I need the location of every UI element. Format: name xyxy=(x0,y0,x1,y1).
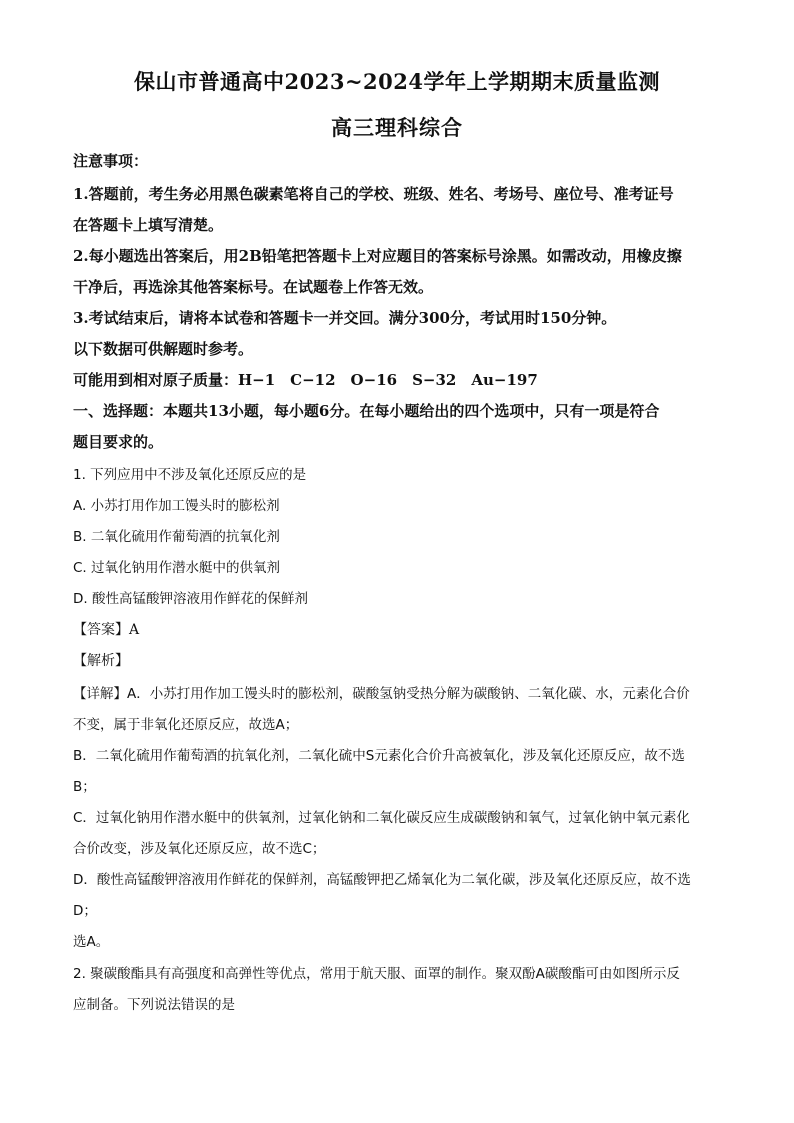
exam-title: 保山市普通高中2023~2024学年上学期期末质量监测 xyxy=(134,69,660,94)
data-note: 以下数据可供解题时参考。 xyxy=(73,340,254,358)
notice-item-2-line-2: 干净后，再选涂其他答案标号。在试题卷上作答无效。 xyxy=(73,278,434,296)
notice-item-3: 3.考试结束后，请将本试卷和答题卡一并交回。满分300分，考试用时150分钟。 xyxy=(73,309,617,327)
question-1-conclusion: 选A。 xyxy=(73,934,110,950)
detail-a-line-2: 不变，属于非氧化还原反应，故选A； xyxy=(73,717,299,733)
question-1-stem: 1. 下列应用中不涉及氧化还原反应的是 xyxy=(73,467,307,483)
exam-subtitle: 高三理科综合 xyxy=(331,115,463,140)
question-1-answer xyxy=(73,619,723,639)
question-1-option-d: D. 酸性高锰酸钾溶液用作鲜花的保鲜剂 xyxy=(73,591,308,607)
detail-d-line-1: D．酸性高锰酸钾溶液用作鲜花的保鲜剂，高锰酸钾把乙烯氧化为二氧化碳，涉及氧化还原反应，故不选 xyxy=(73,872,691,888)
detail-b-line-1: B．二氧化硫用作葡萄酒的抗氧化剂，二氧化硫中S元素化合价升高被氧化，涉及氧化还原反应，故不选 xyxy=(73,748,685,764)
detail-d-line-2: D； xyxy=(73,903,97,919)
question-1-option-c: C. 过氧化钠用作潜水艇中的供氧剂 xyxy=(73,560,281,576)
question-1-option-a: A. 小苏打用作加工馒头时的膨松剂 xyxy=(73,498,280,514)
section-1-heading-line-2: 题目要求的。 xyxy=(73,433,164,451)
notice-heading: 注意事项： xyxy=(73,152,149,170)
section-1-heading-line-1: 一、选择题：本题共13小题，每小题6分。在每小题给出的四个选项中，只有一项是符合 xyxy=(73,402,660,420)
question-1-option-b: B. 二氧化硫用作葡萄酒的抗氧化剂 xyxy=(73,529,280,545)
notice-item-1-line-2: 在答题卡上填写清楚。 xyxy=(73,216,224,234)
detail-b-line-2: B； xyxy=(73,779,96,795)
notice-item-1-line-1: 1.答题前，考生务必用黑色碳素笔将自己的学校、班级、姓名、考场号、座位号、准考证号 xyxy=(73,185,674,203)
question-2-stem-line-2: 应制备。下列说法错误的是 xyxy=(73,997,235,1013)
question-2-stem-line-1: 2. 聚碳酸酯具有高强度和高弹性等优点，常用于航天服、面罩的制作。聚双酚A碳酸酯可由如图所示反 xyxy=(73,966,680,982)
atomic-mass-line: 可能用到相对原子质量：H−1 C−12 O−16 S−32 Au−197 xyxy=(73,371,538,389)
answer-value: A xyxy=(129,622,140,638)
detail-a-line-1: 【详解】A．小苏打用作加工馒头时的膨松剂，碳酸氢钠受热分解为碳酸钠、二氧化碳、水，元素化合价 xyxy=(73,686,690,702)
detail-c-line-2: 合价改变，涉及氧化还原反应，故不选C； xyxy=(73,841,326,857)
notice-item-2-line-1: 2.每小题选出答案后，用2B铅笔把答题卡上对应题目的答案标号涂黑。如需改动，用橡皮擦 xyxy=(73,247,682,265)
detail-c-line-1: C．过氧化钠用作潜水艇中的供氧剂，过氧化钠和二氧化碳反应生成碳酸钠和氧气，过氧化钠中氧元素化 xyxy=(73,810,690,826)
answer-tag: 【答案】 xyxy=(73,622,129,638)
question-1-analysis-tag: 【解析】 xyxy=(73,653,129,669)
